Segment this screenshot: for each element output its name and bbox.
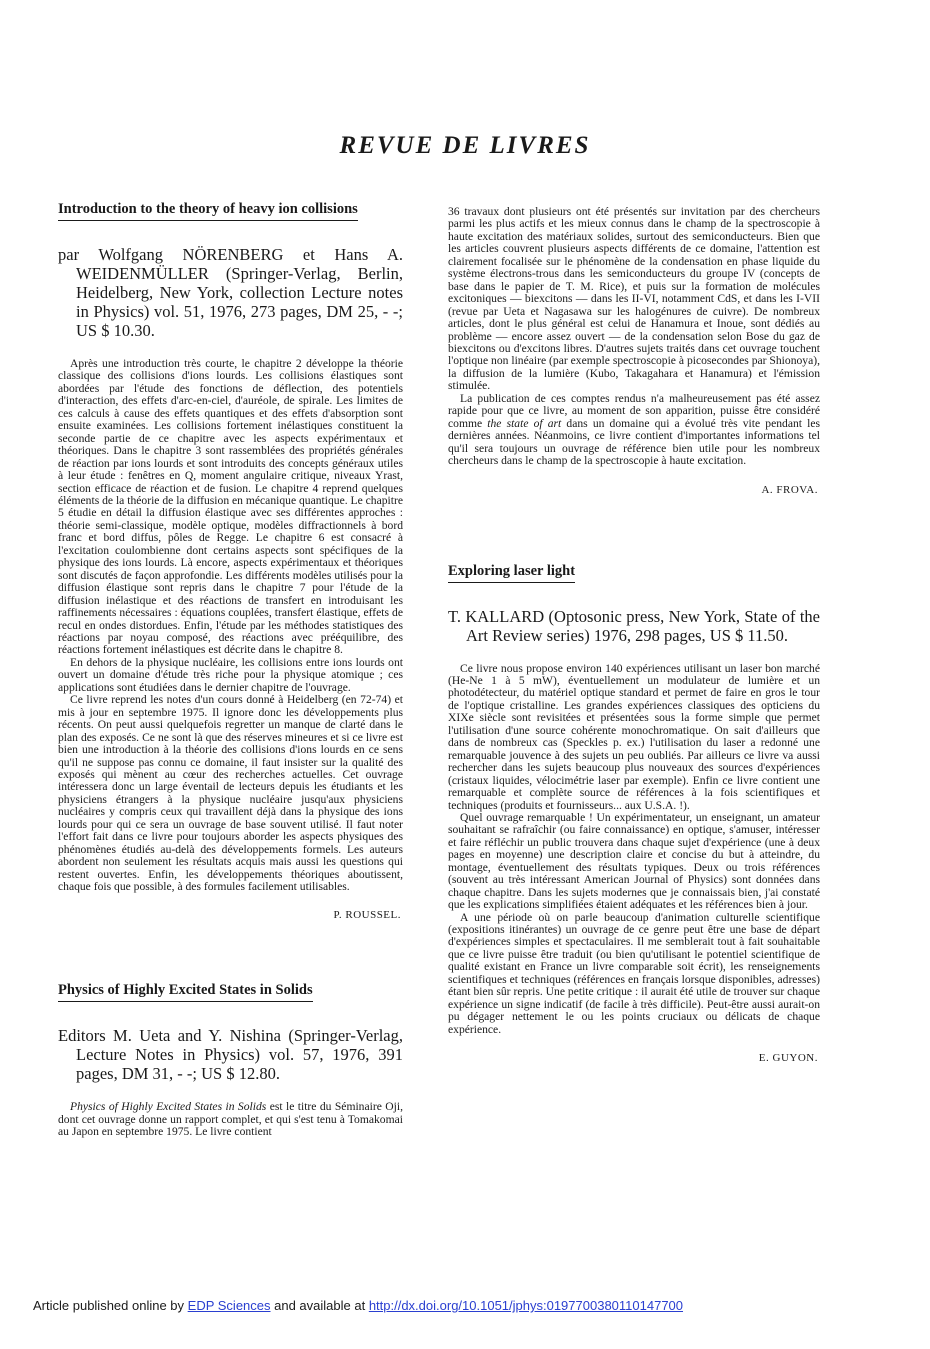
footer-middle: and available at xyxy=(270,1298,369,1313)
publication-footer xyxy=(33,1298,683,1313)
right-column xyxy=(448,206,820,1064)
review-heavy-ion xyxy=(58,200,403,921)
review-paragraph-part2: 36 travaux dont plusieurs ont été présentés sur invitation par des chercheurs parmi les plus actifs et les mieux connus dans le champ de la spectroscopie à haute excitation des matériaux solides, surtout des semiconducteurs. Bien que les articles couvrent plusieurs aspects différents de ce domaine, l'attention est clairement focalisée sur le phénomène de la condensation en phase liquide du système électrons-trous dans les semiconducteurs du groupe IV (concepts de base dans le papier de T. M. Rice), et puis sur la formation de molécules excitoniques — biexcitons — dans les II-VI, notamment CdS, et dans les I-VII (revue par Ueta et Nagasawa sur les halogénures de cuivre). De nombreux articles, dont le plus général est celui de Hanamura et Inoue, sont dédiés au problème — encore assez ouvert — de la condensation selon Bose du gaz de biexcitons ou d'excitons libres. D'autres sujets traités dans cet ouvrage touchent l'optique non linéaire (par exemple spectroscopie à picosecondes par Shionoya), la diffusion de la lumière (Kubo, Takagahara et Hanamura) et l'émission stimulée. xyxy=(448,205,820,393)
review-paragraph: La publication de ces comptes rendus n'a malheureusement pas été assez rapide pour que ce livre, au moment de son apparition, puisse être considéré comme the state of art dans un domaine qui a évolué très vite pendant les dernières années. Néanmoins, ce livre contient d'importantes informations tel qu'il sera toujours un ouvrage de référence bien utile pour les nombreux chercheurs dans le champ de la spectroscopie à haute excitation. xyxy=(448,391,820,468)
review-byline: T. KALLARD (Optosonic press, New York, State of the Art Review series) 1976, 298 pages, US $ 11.50. xyxy=(448,606,820,645)
review-paragraph-part1: Physics of Highly Excited States in Solids est le titre du Séminaire Oji, dont cet ouvrage donne un rapport complet, et qui s'est tenu à Tomakomai au Japon en septembre 1975. Le livre contient xyxy=(58,1100,403,1139)
footer-prefix: Article published online by xyxy=(33,1298,188,1313)
review-title: Introduction to the theory of heavy ion collisions xyxy=(58,201,358,221)
review-highly-excited-states xyxy=(58,981,403,1138)
review-body xyxy=(58,358,403,893)
review-title: Physics of Highly Excited States in Solids xyxy=(58,982,313,1002)
review-byline: par Wolfgang NÖRENBERG et Hans A. WEIDENMÜLLER (Springer-Verlag, Berlin, Heidelberg, New York, collection Lecture notes in Physics) vol. 51, 1976, 273 pages, DM 25, - -; US $ 10.30. xyxy=(58,245,403,340)
review-signature: A. FROVA. xyxy=(761,483,818,496)
review-body xyxy=(448,663,820,1037)
review-body xyxy=(58,1101,403,1138)
doi-link[interactable]: http://dx.doi.org/10.1051/jphys:0197700380110147700 xyxy=(368,1298,684,1313)
review-title: Exploring laser light xyxy=(448,563,575,583)
publisher-link[interactable]: EDP Sciences xyxy=(187,1298,271,1313)
left-column xyxy=(58,200,403,1139)
review-byline: Editors M. Ueta and Y. Nishina (Springer-Verlag, Lecture Notes in Physics) vol. 57, 1976, 391 pages, DM 31, - -; US $ 12.80. xyxy=(58,1026,403,1084)
page-title: REVUE DE LIVRES xyxy=(339,132,591,159)
review-highly-excited-states-cont xyxy=(448,206,820,496)
review-paragraph: Ce livre nous propose environ 140 expériences utilisant un laser bon marché (He-Ne 1 à 5 mW), éventuellement un modulateur de lumière et un photodétecteur, du matériel optique standard et permet de faire en gros le tour de l'optique cristalline. Les grandes expériences classiques des opticiens du XIXe siècle sont revisitées et présentées sous la forme simple que permet l'utilisation d'une source cohérente monochromatique. On sait d'ailleurs que dans de nombreux cas (Speckles p. ex.) l'utilisation du laser a redonné une remarquable jouvence à des sujets un peu oubliés. Par ailleurs ce livre va aussi rechercher dans les sujets beaucoup plus nouveaux des sources d'expériences (cristaux liquides, vélocimétrie laser par exemple). Enfin ce livre contient une remarquable et complète source de références à la fois scientifiques et techniques (produits et fournisseurs... aux U.S.A. !). xyxy=(448,661,820,812)
review-signature: E. GUYON. xyxy=(758,1052,818,1065)
review-paragraph: Ce livre reprend les notes d'un cours donné à Heidelberg (en 72-74) et mis à jour en septembre 1975. Il ignore donc les développements plus récents. On peut aussi quelquefois regretter un manque de clarté dans le plan des exposés. Ce ne sont là que des réserves mineures et si ce livre est bien une introduction à la théorie des collisions d'ions lourds en ce sens qu'il ne suppose pas connu ce domaine, il faut insister sur la qualité des exposés qui mènent au cœur des recherches actuelles. Cet ouvrage intéressera donc un large éventail de lecteurs depuis les étudiants et les physiciens étrangers à la physique nucléaire jusqu'aux physiciens nucléaires y compris ceux qui travaillent déjà dans la physique des ions lourds pour qui ce sera un ouvrage de base souvent utilisé. Il faut noter l'effort fait dans ce livre pour toujours aborder les aspects physiques des phénomènes étudiés au-delà des développements formels. Les auteurs abordent non seulement les résultats acquis mais aussi les questions qui restent ouvertes. Enfin, les développements théoriques aboutissent, chaque fois que possible, à des formules facilement utilisables. xyxy=(58,693,403,894)
review-body xyxy=(448,206,820,468)
review-laser-light xyxy=(448,562,820,1065)
review-paragraph: En dehors de la physique nucléaire, les collisions entre ions lourds ont ouvert un domaine d'étude très riche pour la physique atomique ; ces applications sont étudiées dans le dernier chapitre de l'ouvrage. xyxy=(58,655,403,694)
review-signature: P. ROUSSEL. xyxy=(333,909,401,922)
review-paragraph: Quel ouvrage remarquable ! Un expérimentateur, un enseignant, un amateur souhaitant se rafraîchir (ou faire connaissance) en optique, s'amuser, intéresser et faire réfléchir un public trouvera dans chaque sujet d'expérience (une à deux pages en moyenne) une description claire et concise du but à atteindre, du montage, éventuellement des résultats typiques. Deux ou trois références (souvent au très intéressant American Journal of Physics) sont données dans chaque chapitre. Dans les sujets modernes que je connaissais bien, j'ai constaté que les explications simplifiées étaient adéquates et les références bien à jour. xyxy=(448,810,820,912)
review-paragraph: A une période où on parle beaucoup d'animation culturelle scientifique (expositions itinérantes) un ouvrage de ce genre peut être une base de départ d'expériences simples et spectaculaires. Il me semblerait tout à fait souhaitable que ce livre puisse être traduit (ou bien qu'utilisant le potentiel scientifique de qualité existant en France un livre comparable soit écrit), les renseignements scientifiques et techniques (références en français lorsque disponibles, adresses) étant bien sûr repris. Une petite critique : il aurait été utile de trouver sur chaque expérience un signe indicatif (de facile à très difficile). Peut-être aussi aurait-on pu dégager nettement le ou les points cruciaux ou délicats de chaque expérience. xyxy=(448,910,820,1036)
review-paragraph: Après une introduction très courte, le chapitre 2 développe la théorie classique des collisions d'ions lourds. Les collisions élastiques sont abordées par l'étude des fonctions de déflection, des potentiels d'interaction, des effets d'arc-en-ciel, d'auréole, de spirale. Les limites de ces calculs à cause des effets quantiques et des effets d'absorption sont ensuite examinées. Les collisions fortement inélastiques constituent la seconde partie de ce chapitre avec les aspects expérimentaux et théoriques. Dans le chapitre 3 sont rassemblées des propriétés générales de réaction par ions lourds et sont introduits des concepts généraux utiles à leur étude : fenêtres en Q, moment angulaire critique, niveaux Yrast, section efficace de réaction et de fusion. Le chapitre 4 reprend quelques éléments de la théorie de la diffusion en mécanique quantique. Le chapitre 5 étudie en détail la diffusion élastique avec ses différentes approches : théorie semi-classique, modèle optique, modèles diffractionnels à bord franc et bord diffus, pôles de Regge. Le chapitre 6 est consacré à l'excitation coulombienne dont certains aspects sont spécifiques de la physique des ions lourds. Là encore, aspects expérimentaux et théoriques sont discutés de façon approfondie. Les différents modèles utilisés pour la diffusion élastique sont repris dans le chapitre 7 pour l'étude de la diffusion inélastique et des réactions de transfert en introduisant les raffinements nécessaires : équations couplées, transfert élastique, effets de recul en ondes distordues. Enfin, l'étude par les méthodes statistiques des réactions par noyau composé, des réactions avec prééquilibre, des réactions fortement inélastiques est décrite dans le chapitre 8. xyxy=(58,357,403,657)
